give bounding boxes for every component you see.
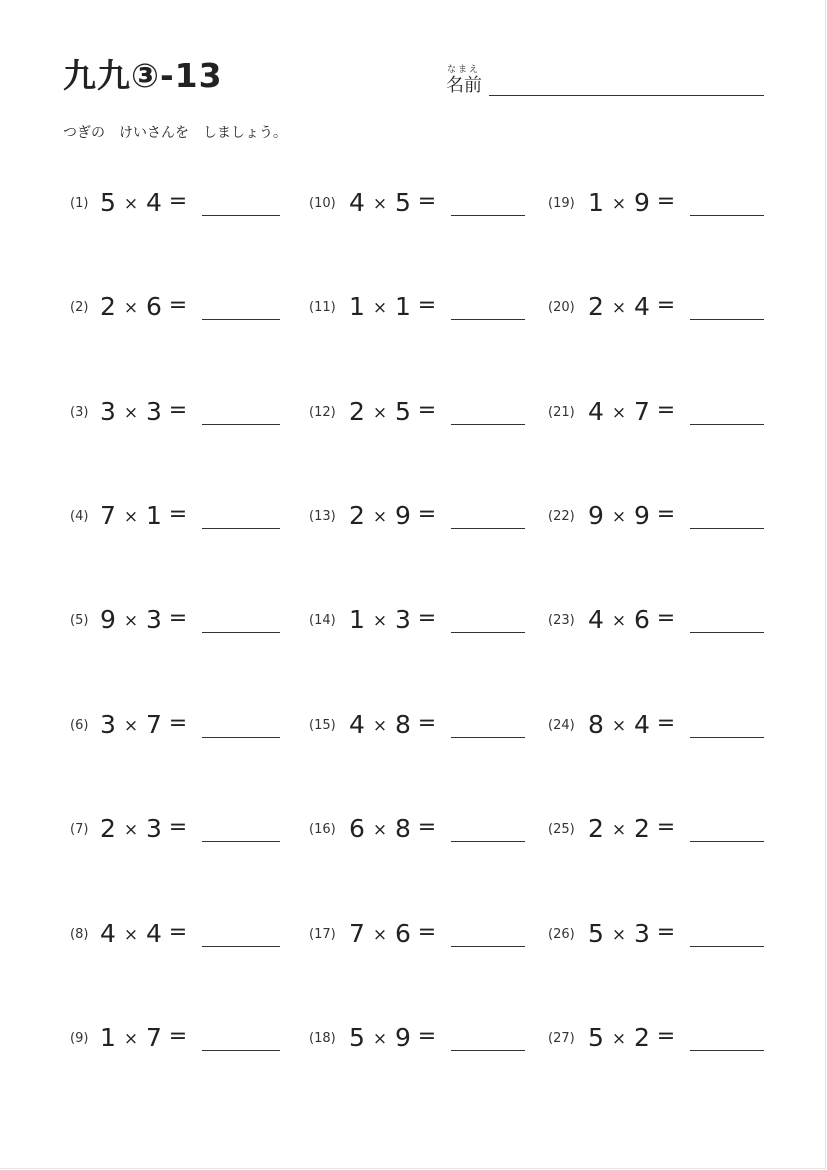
problem-item: [70, 292, 280, 322]
problem-item: [309, 1023, 525, 1053]
operand-b: 8: [395, 814, 411, 843]
operand-a: 5: [588, 919, 604, 948]
operand-a: 2: [349, 397, 365, 426]
problem-item: [309, 919, 525, 949]
answer-line[interactable]: [451, 528, 525, 529]
operand-a: 5: [100, 188, 116, 217]
answer-line[interactable]: [690, 215, 764, 216]
multiply-sign: ×: [123, 298, 139, 318]
operand-a: 8: [588, 710, 604, 739]
answer-line[interactable]: [202, 1050, 280, 1051]
operand-a: 4: [349, 188, 365, 217]
problem-item: [309, 605, 525, 635]
problem-item: [548, 397, 764, 427]
problem-number: (25): [548, 822, 575, 837]
problem-number: (14): [309, 613, 336, 628]
problem-number: (8): [70, 927, 89, 942]
operand-b: 8: [395, 710, 411, 739]
equals-sign: =: [656, 189, 676, 214]
answer-line[interactable]: [451, 632, 525, 633]
answer-line[interactable]: [202, 632, 280, 633]
multiply-sign: ×: [123, 611, 139, 631]
multiply-sign: ×: [611, 925, 627, 945]
problem-item: [70, 188, 280, 218]
equals-sign: =: [168, 398, 188, 423]
problem-number: (1): [70, 196, 89, 211]
problem-number: (6): [70, 718, 89, 733]
multiply-sign: ×: [123, 820, 139, 840]
multiply-sign: ×: [372, 403, 388, 423]
operand-b: 3: [395, 605, 411, 634]
problem-number: (2): [70, 300, 89, 315]
equals-sign: =: [417, 815, 437, 840]
problem-item: [70, 397, 280, 427]
multiply-sign: ×: [123, 1029, 139, 1049]
problem-item: [70, 1023, 280, 1053]
problem-item: [70, 501, 280, 531]
operand-b: 5: [395, 397, 411, 426]
problem-number: (23): [548, 613, 575, 628]
equals-sign: =: [417, 398, 437, 423]
answer-line[interactable]: [451, 1050, 525, 1051]
answer-line[interactable]: [202, 841, 280, 842]
problem-item: [548, 501, 764, 531]
multiply-sign: ×: [611, 298, 627, 318]
multiply-sign: ×: [372, 820, 388, 840]
problem-number: (19): [548, 196, 575, 211]
multiply-sign: ×: [123, 403, 139, 423]
operand-a: 4: [100, 919, 116, 948]
equals-sign: =: [417, 502, 437, 527]
operand-b: 1: [395, 292, 411, 321]
operand-a: 4: [349, 710, 365, 739]
equals-sign: =: [417, 920, 437, 945]
equals-sign: =: [168, 711, 188, 736]
equals-sign: =: [656, 1024, 676, 1049]
problem-item: [548, 188, 764, 218]
multiply-sign: ×: [123, 925, 139, 945]
multiply-sign: ×: [123, 716, 139, 736]
operand-b: 2: [634, 814, 650, 843]
operand-a: 1: [349, 292, 365, 321]
equals-sign: =: [656, 606, 676, 631]
problem-item: [70, 710, 280, 740]
problem-number: (21): [548, 405, 575, 420]
operand-b: 9: [634, 188, 650, 217]
operand-b: 6: [634, 605, 650, 634]
operand-b: 3: [146, 814, 162, 843]
problem-number: (27): [548, 1031, 575, 1046]
operand-a: 7: [349, 919, 365, 948]
problem-number: (15): [309, 718, 336, 733]
equals-sign: =: [168, 293, 188, 318]
answer-line[interactable]: [690, 528, 764, 529]
problem-number: (7): [70, 822, 89, 837]
operand-a: 2: [349, 501, 365, 530]
multiply-sign: ×: [123, 194, 139, 214]
equals-sign: =: [417, 1024, 437, 1049]
equals-sign: =: [417, 189, 437, 214]
problem-item: [309, 188, 525, 218]
answer-line[interactable]: [202, 946, 280, 947]
operand-a: 3: [100, 397, 116, 426]
operand-b: 9: [634, 501, 650, 530]
operand-a: 1: [349, 605, 365, 634]
operand-a: 9: [100, 605, 116, 634]
answer-line[interactable]: [451, 737, 525, 738]
answer-line[interactable]: [690, 946, 764, 947]
operand-a: 5: [588, 1023, 604, 1052]
problem-number: (20): [548, 300, 575, 315]
operand-b: 9: [395, 501, 411, 530]
problem-item: [548, 710, 764, 740]
problem-item: [70, 919, 280, 949]
operand-a: 2: [100, 814, 116, 843]
multiply-sign: ×: [372, 194, 388, 214]
problem-number: (13): [309, 509, 336, 524]
operand-b: 4: [634, 710, 650, 739]
operand-b: 6: [146, 292, 162, 321]
operand-b: 4: [634, 292, 650, 321]
multiply-sign: ×: [611, 194, 627, 214]
problem-number: (22): [548, 509, 575, 524]
problem-item: [548, 605, 764, 635]
problem-number: (10): [309, 196, 336, 211]
problem-item: [70, 814, 280, 844]
operand-a: 3: [100, 710, 116, 739]
equals-sign: =: [168, 920, 188, 945]
answer-line[interactable]: [202, 319, 280, 320]
operand-a: 2: [588, 814, 604, 843]
operand-a: 1: [588, 188, 604, 217]
answer-line[interactable]: [690, 841, 764, 842]
problem-number: (4): [70, 509, 89, 524]
problem-item: [309, 501, 525, 531]
problem-number: (11): [309, 300, 336, 315]
operand-a: 1: [100, 1023, 116, 1052]
equals-sign: =: [168, 815, 188, 840]
equals-sign: =: [656, 920, 676, 945]
operand-b: 3: [146, 397, 162, 426]
problem-number: (18): [309, 1031, 336, 1046]
problem-number: (16): [309, 822, 336, 837]
equals-sign: =: [656, 293, 676, 318]
problem-item: [309, 710, 525, 740]
operand-a: 2: [588, 292, 604, 321]
operand-b: 7: [146, 1023, 162, 1052]
multiply-sign: ×: [611, 611, 627, 631]
answer-line[interactable]: [690, 1050, 764, 1051]
problem-item: [548, 292, 764, 322]
answer-line[interactable]: [202, 737, 280, 738]
multiply-sign: ×: [372, 925, 388, 945]
name-ruby: なまえ: [447, 65, 481, 75]
answer-line[interactable]: [451, 319, 525, 320]
operand-b: 7: [146, 710, 162, 739]
multiply-sign: ×: [611, 716, 627, 736]
operand-b: 6: [395, 919, 411, 948]
operand-b: 3: [146, 605, 162, 634]
operand-a: 7: [100, 501, 116, 530]
operand-b: 4: [146, 188, 162, 217]
equals-sign: =: [656, 815, 676, 840]
operand-a: 4: [588, 397, 604, 426]
operand-b: 2: [634, 1023, 650, 1052]
problem-number: (12): [309, 405, 336, 420]
multiply-sign: ×: [372, 611, 388, 631]
operand-b: 4: [146, 919, 162, 948]
equals-sign: =: [656, 398, 676, 423]
problem-item: [548, 1023, 764, 1053]
equals-sign: =: [168, 1024, 188, 1049]
multiply-sign: ×: [372, 298, 388, 318]
multiply-sign: ×: [372, 1029, 388, 1049]
answer-line[interactable]: [202, 215, 280, 216]
equals-sign: =: [656, 502, 676, 527]
multiply-sign: ×: [611, 820, 627, 840]
operand-a: 4: [588, 605, 604, 634]
operand-b: 9: [395, 1023, 411, 1052]
operand-b: 7: [634, 397, 650, 426]
operand-b: 5: [395, 188, 411, 217]
answer-line[interactable]: [451, 841, 525, 842]
operand-a: 9: [588, 501, 604, 530]
worksheet-title: 九九③-13: [63, 56, 223, 95]
equals-sign: =: [656, 711, 676, 736]
operand-a: 2: [100, 292, 116, 321]
multiply-sign: ×: [372, 507, 388, 527]
multiply-sign: ×: [372, 716, 388, 736]
answer-line[interactable]: [202, 424, 280, 425]
equals-sign: =: [417, 711, 437, 736]
instruction-text: つぎの けいさんを しましょう。: [63, 125, 287, 141]
multiply-sign: ×: [611, 507, 627, 527]
problem-item: [309, 292, 525, 322]
equals-sign: =: [417, 606, 437, 631]
answer-line[interactable]: [451, 424, 525, 425]
answer-line[interactable]: [451, 215, 525, 216]
multiply-sign: ×: [611, 403, 627, 423]
equals-sign: =: [168, 502, 188, 527]
answer-line[interactable]: [690, 319, 764, 320]
equals-sign: =: [168, 606, 188, 631]
problem-number: (3): [70, 405, 89, 420]
answer-line[interactable]: [690, 737, 764, 738]
problem-item: [548, 814, 764, 844]
problem-item: [548, 919, 764, 949]
problem-item: [309, 814, 525, 844]
answer-line[interactable]: [451, 946, 525, 947]
multiply-sign: ×: [611, 1029, 627, 1049]
problem-number: (26): [548, 927, 575, 942]
problem-number: (17): [309, 927, 336, 942]
problem-number: (24): [548, 718, 575, 733]
operand-b: 1: [146, 501, 162, 530]
operand-a: 5: [349, 1023, 365, 1052]
equals-sign: =: [168, 189, 188, 214]
problem-item: [309, 397, 525, 427]
operand-a: 6: [349, 814, 365, 843]
answer-line[interactable]: [690, 632, 764, 633]
problem-number: (9): [70, 1031, 89, 1046]
equals-sign: =: [417, 293, 437, 318]
multiply-sign: ×: [123, 507, 139, 527]
answer-line[interactable]: [202, 528, 280, 529]
answer-line[interactable]: [690, 424, 764, 425]
problem-number: (5): [70, 613, 89, 628]
problem-item: [70, 605, 280, 635]
operand-b: 3: [634, 919, 650, 948]
name-label: 名前: [446, 75, 482, 96]
